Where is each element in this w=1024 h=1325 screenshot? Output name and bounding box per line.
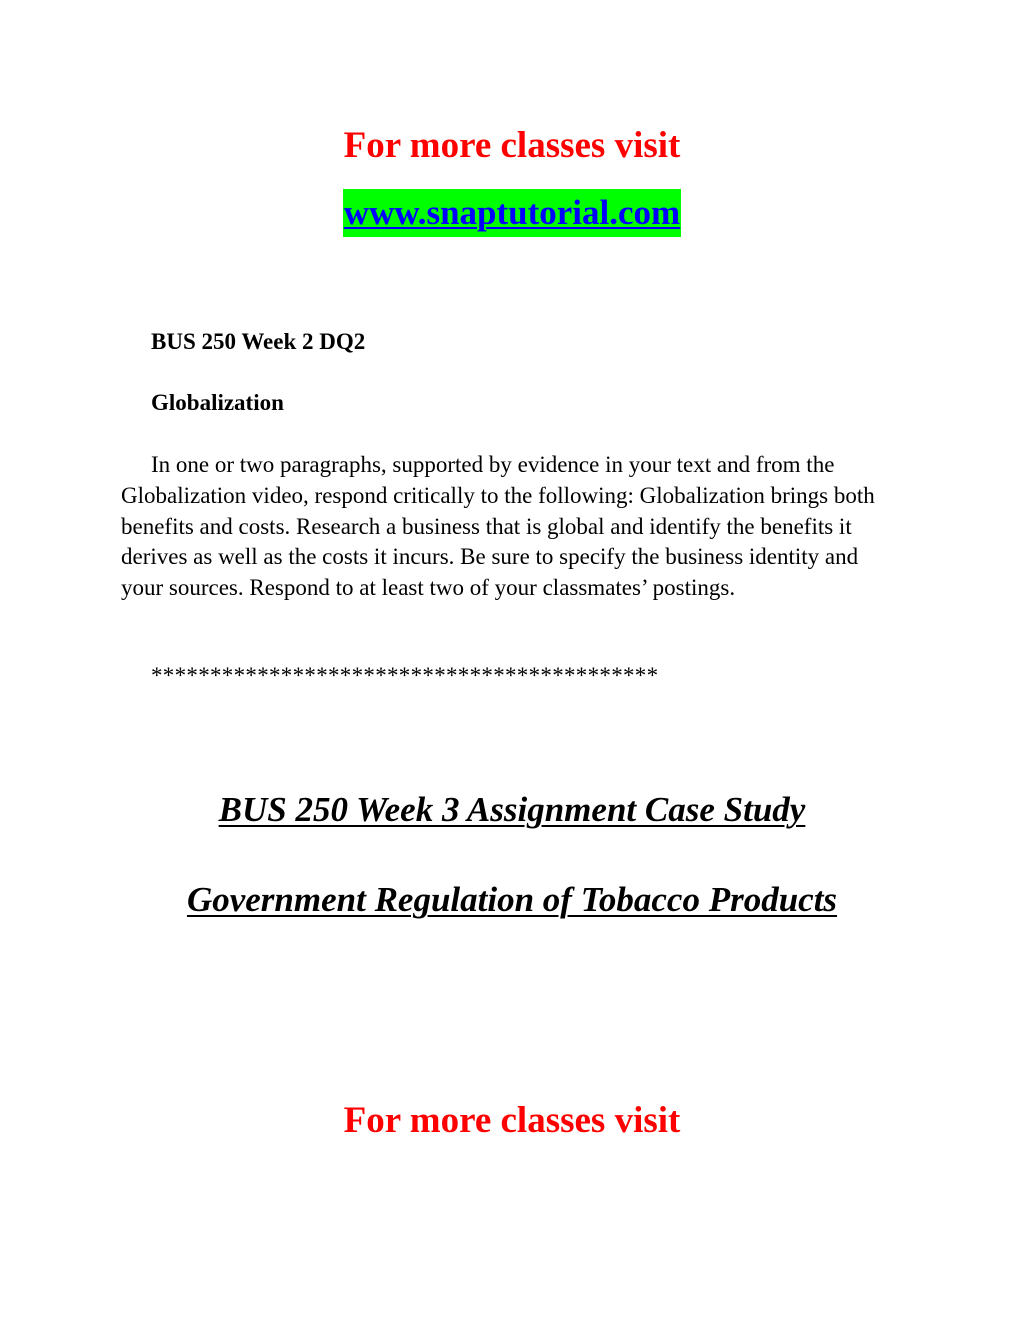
topic-label: Globalization [151,390,284,415]
course-label: BUS 250 Week 2 DQ2 [151,329,366,354]
snaptutorial-link[interactable]: www.snaptutorial.com [343,189,681,237]
footer-promo-heading: For more classes visit [343,1100,681,1141]
discussion-prompt: In one or two paragraphs, supported by evidence in your text and from the Globalization video, respond critically to the following: Globalization brings both benefits and costs. Research a business that is global and identify the benefits it derives as well as the costs it incurs. Be sure to specify the business identity and your sources. Respond to at least two of your classmates’ postings. [121,452,875,601]
promo-link-container [0,189,1024,237]
case-study-subtitle: Government Regulation of Tobacco Products [186,880,838,919]
separator-line: ******************************************* [151,663,659,688]
case-study-title: BUS 250 Week 3 Assignment Case Study [218,790,806,829]
promo-heading: For more classes visit [343,125,681,166]
